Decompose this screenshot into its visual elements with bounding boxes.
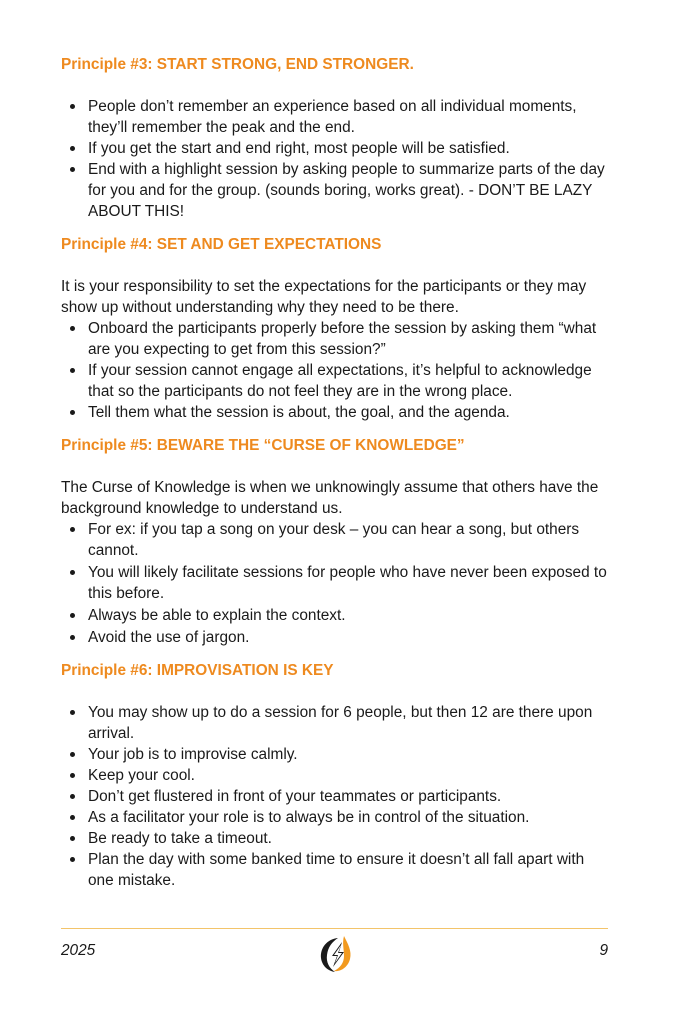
- section-heading: Principle #6: IMPROVISATION IS KEY: [61, 662, 334, 679]
- list-item: [61, 765, 613, 786]
- list-item-text: As a facilitator your role is to always be in control of the situation.: [88, 809, 530, 826]
- bullet-list: [61, 318, 613, 423]
- bullet-icon: [70, 527, 75, 532]
- list-item: [61, 519, 613, 561]
- list-item: [61, 744, 613, 765]
- document-page: [61, 54, 613, 891]
- list-item-text: End with a highlight session by asking people to summarize parts of the day for you and for the group. (sounds boring, works great). - DON’T BE LAZY ABOUT THIS!: [88, 161, 605, 220]
- list-item-text: If your session cannot engage all expectations, it’s helpful to acknowledge that so the participants do not feel they are in the wrong place.: [88, 362, 592, 400]
- bullet-icon: [70, 146, 75, 151]
- list-item-text: Be ready to take a timeout.: [88, 830, 272, 847]
- footer-year: 2025: [61, 942, 96, 959]
- section-heading: Principle #5: BEWARE THE “CURSE OF KNOWLEDGE”: [61, 437, 465, 454]
- list-item: [61, 786, 613, 807]
- list-item: [61, 702, 613, 744]
- list-item: [61, 849, 613, 891]
- list-item: [61, 402, 613, 423]
- bullet-list: [61, 96, 613, 222]
- bullet-icon: [70, 368, 75, 373]
- footer-divider: [61, 928, 608, 929]
- list-item: [61, 138, 613, 159]
- section-principle-5: [61, 435, 613, 648]
- section-principle-4: [61, 234, 613, 423]
- list-item: [61, 807, 613, 828]
- bullet-icon: [70, 167, 75, 172]
- bullet-icon: [70, 710, 75, 715]
- section-heading: Principle #3: START STRONG, END STRONGER.: [61, 56, 414, 73]
- list-item: [61, 562, 613, 604]
- list-item-text: Keep your cool.: [88, 767, 195, 784]
- list-item: [61, 360, 613, 402]
- bullet-list: [61, 702, 613, 891]
- list-item: [61, 159, 613, 222]
- list-item-text: Don’t get flustered in front of your teammates or participants.: [88, 788, 502, 805]
- list-item: [61, 605, 613, 626]
- list-item-text: Your job is to improvise calmly.: [88, 746, 298, 763]
- bullet-icon: [70, 326, 75, 331]
- section-principle-6: [61, 660, 613, 891]
- list-item-text: Always be able to explain the context.: [88, 607, 346, 624]
- list-item-text: For ex: if you tap a song on your desk – you can hear a song, but others cannot.: [88, 521, 580, 559]
- list-item: [61, 318, 613, 360]
- list-item-text: People don’t remember an experience based on all individual moments, they’ll remember the peak and the end.: [88, 98, 577, 136]
- list-item-text: Tell them what the session is about, the goal, and the agenda.: [88, 404, 510, 421]
- bullet-icon: [70, 613, 75, 618]
- bullet-list: [61, 519, 613, 648]
- list-item-text: Onboard the participants properly before the session by asking them “what are you expecting to get from this session?”: [88, 320, 597, 358]
- list-item-text: You may show up to do a session for 6 people, but then 12 are there upon arrival.: [88, 704, 593, 742]
- list-item: [61, 96, 613, 138]
- bullet-icon: [70, 815, 75, 820]
- bullet-icon: [70, 410, 75, 415]
- list-item-text: Plan the day with some banked time to ensure it doesn’t all fall apart with one mistake.: [88, 851, 585, 889]
- bullet-icon: [70, 570, 75, 575]
- bullet-icon: [70, 857, 75, 862]
- bullet-icon: [70, 836, 75, 841]
- section-heading: Principle #4: SET AND GET EXPECTATIONS: [61, 236, 382, 253]
- page-number: 9: [599, 942, 608, 959]
- bullet-icon: [70, 794, 75, 799]
- bullet-icon: [70, 752, 75, 757]
- bullet-icon: [70, 635, 75, 640]
- bullet-icon: [70, 104, 75, 109]
- list-item: [61, 627, 613, 648]
- list-item-text: Avoid the use of jargon.: [88, 629, 250, 646]
- list-item-text: If you get the start and end right, most people will be satisfied.: [88, 140, 510, 157]
- list-item: [61, 828, 613, 849]
- flame-bolt-logo-icon: [318, 934, 354, 974]
- section-intro: The Curse of Knowledge is when we unknowingly assume that others have the background knowledge to understand us.: [61, 479, 599, 517]
- list-item-text: You will likely facilitate sessions for people who have never been exposed to this before.: [88, 564, 607, 602]
- section-principle-3: [61, 54, 613, 222]
- bullet-icon: [70, 773, 75, 778]
- section-intro: It is your responsibility to set the expectations for the participants or they may show up without understanding why they need to be there.: [61, 278, 587, 316]
